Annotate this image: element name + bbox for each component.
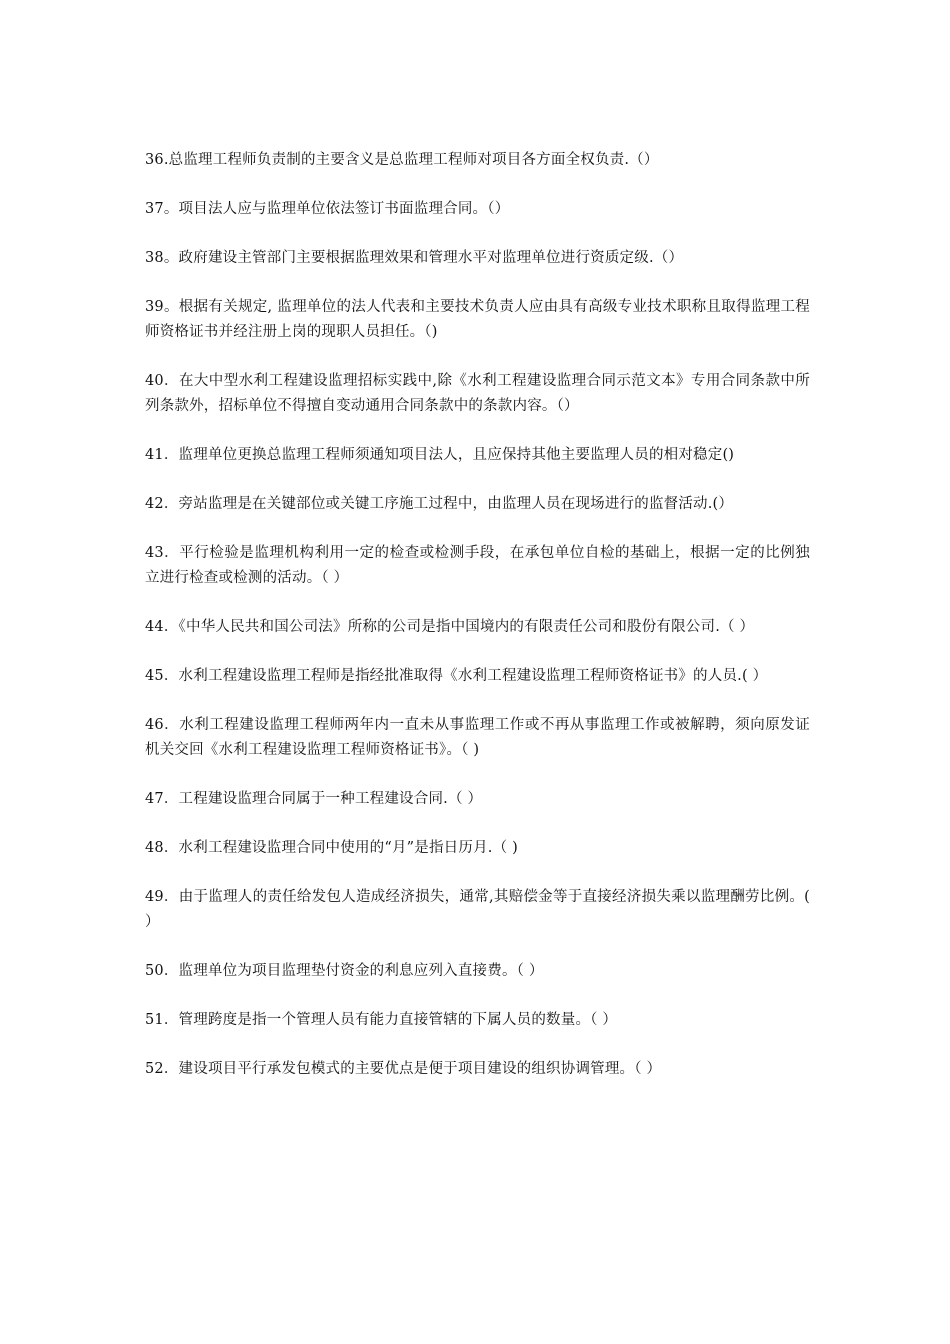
question-37: 37。项目法人应与监理单位依法签订书面监理合同。（） [145, 201, 510, 217]
question-44: 44．《中华人民共和国公司法》所称的公司是指中国境内的有限责任公司和股份有限公司.（ ） [145, 619, 755, 635]
question-36: 36.总监理工程师负责制的主要含义是总监理工程师对项目各方面全权负责.（） [145, 152, 659, 168]
question-52: 52．建设项目平行承发包模式的主要优点是便于项目建设的组织协调管理。（ ） [145, 1061, 662, 1077]
question-50: 50．监理单位为项目监理垫付资金的利息应列入直接费。（ ） [145, 963, 544, 979]
question-41: 41．监理单位更换总监理工程师须通知项目法人，且应保持其他主要监理人员的相对稳定() [145, 447, 735, 463]
question-40: 40．在大中型水利工程建设监理招标实践中,除《水利工程建设监理合同示范文本》专用合同条款中所列条款外，招标单位不得擅自变动通用合同条款中的条款内容。（） [145, 373, 810, 414]
question-42: 42．旁站监理是在关键部位或关键工序施工过程中，由监理人员在现场进行的监督活动.(） [145, 496, 734, 512]
question-49: 49．由于监理人的责任给发包人造成经济损失，通常,其赔偿金等于直接经济损失乘以监理酬劳比例。( ） [145, 889, 810, 930]
question-38: 38。政府建设主管部门主要根据监理效果和管理水平对监理单位进行资质定级.（） [145, 250, 684, 266]
question-list [145, 148, 810, 1106]
question-51: 51．管理跨度是指一个管理人员有能力直接管辖的下属人员的数量。（ ） [145, 1012, 618, 1028]
question-48: 48．水利工程建设监理合同中使用的“月”是指日历月.（ ) [145, 840, 518, 856]
question-47: 47．工程建设监理合同属于一种工程建设合同.（ ） [145, 791, 483, 807]
question-43: 43．平行检验是监理机构利用一定的检查或检测手段，在承包单位自检的基础上，根据一定的比例独立进行检查或检测的活动。（ ） [145, 545, 810, 586]
question-39: 39。根据有关规定, 监理单位的法人代表和主要技术负责人应由具有高级专业技术职称且取得监理工程师资格证书并经注册上岗的现职人员担任。（) [145, 299, 810, 340]
question-45: 45．水利工程建设监理工程师是指经批准取得《水利工程建设监理工程师资格证书》的人员.( ） [145, 668, 768, 684]
question-46: 46．水利工程建设监理工程师两年内一直未从事监理工作或不再从事监理工作或被解聘，须向原发证机关交回《水利工程建设监理工程师资格证书》。（ ) [145, 717, 810, 758]
